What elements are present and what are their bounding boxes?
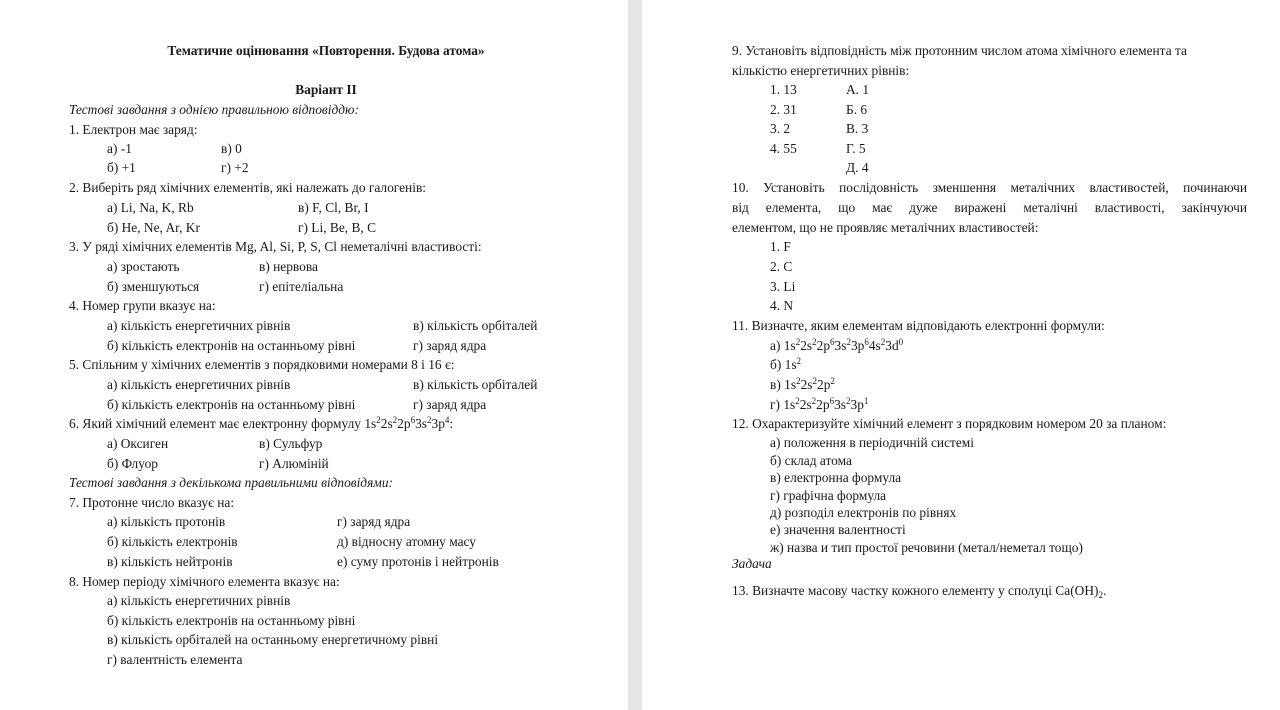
question-7: 7. Протонне число вказує на:: [69, 495, 235, 510]
q10-item: 4. N: [770, 298, 794, 313]
q3-option-a: а) зростають: [107, 259, 180, 274]
q12-item: е) значення валентності: [770, 522, 906, 537]
page-right: [642, 0, 1280, 710]
question-3: 3. У ряді хімічних елементів Mg, Al, Si, P, S, Cl неметалічні властивості:: [69, 239, 482, 254]
q1-option-a: а) -1: [107, 141, 132, 156]
section-heading-multi: Тестові завдання з декількома правильними відповідями:: [69, 475, 394, 490]
q4-option-c: в) кількість орбіталей: [413, 318, 538, 333]
q7-option-d: г) заряд ядра: [337, 514, 411, 529]
question-10-line-2: від елемента, що має дуже виражені металічні властивості, закінчуючи: [732, 200, 1247, 215]
q12-item: ж) назва и тип простої речовини (метал/неметал тощо): [770, 540, 1083, 555]
q5-option-a: а) кількість енергетичних рівнів: [107, 377, 291, 392]
q11-label-b: б): [770, 357, 785, 372]
document-title: Тематичне оцінювання «Повторення. Будова атома»: [167, 43, 485, 58]
q9-right-item: Д. 4: [846, 160, 869, 175]
q9-right-item: В. 3: [846, 121, 869, 136]
q4-option-d: г) заряд ядра: [413, 338, 487, 353]
q11-formula-b: $1s^2$: [784, 356, 802, 372]
q11-option-c: [770, 375, 835, 394]
question-1: 1. Електрон має заряд:: [69, 122, 198, 137]
q9-left-item: 3. 2: [770, 121, 791, 136]
question-12: 12. Охарактеризуйте хімічний елемент з порядковим номером 20 за планом:: [732, 416, 1167, 431]
q4-option-b: б) кількість електронів на останньому рівні: [107, 338, 356, 353]
q2-option-a: а) Li, Na, K, Rb: [107, 200, 194, 215]
q12-item: д) розподіл електронів по рівнях: [770, 505, 957, 520]
question-5: 5. Спільним у хімічних елементів з порядковими номерами 8 і 16 є:: [69, 357, 455, 372]
q5-option-c: в) кількість орбіталей: [413, 377, 538, 392]
q9-right-item: Г. 5: [846, 141, 866, 156]
q11-formula-d: $1s^22s^22p^63s^23p^1$: [783, 396, 869, 412]
q7-option-f: е) суму протонів і нейтронів: [337, 554, 499, 569]
q6-option-b: б) Флуор: [107, 456, 158, 471]
q9-left-item: 2. 31: [770, 102, 797, 117]
question-13: [732, 581, 1106, 600]
question-10-line-1: 10. Установіть послідовність зменшення металічних властивостей, починаючи: [732, 180, 1247, 195]
q6-option-d: г) Алюміній: [259, 456, 329, 471]
q9-right-item: А. 1: [846, 82, 870, 97]
q13-text: 13. Визначте масову частку кожного елементу у сполуці: [732, 583, 1056, 598]
q11-label-a: а): [770, 338, 784, 353]
q6-option-c: в) Сульфур: [259, 436, 323, 451]
task-heading: Задача: [732, 556, 772, 571]
q10-item: 2. C: [770, 259, 793, 274]
q8-option-d: г) валентність елемента: [107, 652, 243, 667]
question-11: 11. Визначте, яким елементам відповідають електронні формули:: [732, 318, 1105, 333]
q9-right-item: Б. 6: [846, 102, 868, 117]
q1-option-d: г) +2: [221, 160, 249, 175]
q8-option-b: б) кількість електронів на останньому рівні: [107, 613, 356, 628]
q7-option-c: в) кількість нейтронів: [107, 554, 233, 569]
q9-left-item: 1. 13: [770, 82, 797, 97]
question-9-line-1: 9. Установіть відповідність між протонним числом атома хімічного елемента та: [732, 43, 1187, 58]
q11-option-d: [770, 395, 868, 414]
page-gutter: [628, 0, 642, 710]
q4-option-a: а) кількість енергетичних рівнів: [107, 318, 291, 333]
q8-option-c: в) кількість орбіталей на останньому енергетичному рівні: [107, 632, 439, 647]
q3-option-c: в) нервова: [259, 259, 318, 274]
question-6: [69, 414, 453, 433]
question-2: 2. Виберіть ряд хімічних елементів, які належать до галогенів:: [69, 180, 426, 195]
q11-option-a: [770, 336, 903, 355]
q13-formula: $Ca(OH)_2$: [1055, 583, 1103, 600]
q6-suffix: :: [449, 416, 454, 431]
q12-item: а) положення в періодичній системі: [770, 435, 974, 450]
q6-option-a: а) Оксиген: [107, 436, 169, 451]
q7-option-b: б) кількість електронів: [107, 534, 238, 549]
q11-formula-c: $1s^22s^22p^2$: [784, 376, 835, 392]
q3-option-b: б) зменшуються: [107, 279, 200, 294]
q2-option-b: б) He, Ne, Ar, Kr: [107, 220, 200, 235]
q13-suffix: .: [1102, 583, 1107, 598]
q6-text: 6. Який хімічний елемент має електронну формулу: [69, 416, 365, 431]
q12-item: г) графічна формула: [770, 488, 887, 503]
q11-option-b: [770, 355, 801, 374]
q6-formula: $1s^22s^22p^63s^23p^4$: [364, 415, 450, 431]
q1-option-b: б) +1: [107, 160, 136, 175]
section-heading-single: Тестові завдання з однією правильною відповіддю:: [69, 102, 359, 117]
q3-option-d: г) епітеліальна: [259, 279, 344, 294]
q11-label-c: в): [770, 377, 785, 392]
q5-option-d: г) заряд ядра: [413, 397, 487, 412]
question-8: 8. Номер періоду хімічного елемента вказує на:: [69, 574, 340, 589]
q1-option-c: в) 0: [221, 141, 242, 156]
variant-heading: Варіант ІІ: [295, 82, 357, 97]
question-10-line-3: елементом, що не проявляє металічних властивостей:: [732, 220, 1039, 235]
q2-option-d: г) Li, Be, B, C: [298, 220, 377, 235]
q12-item: в) електронна формула: [770, 470, 902, 485]
q7-option-a: а) кількість протонів: [107, 514, 226, 529]
q8-option-a: а) кількість енергетичних рівнів: [107, 593, 291, 608]
q7-option-e: д) відносну атомну масу: [337, 534, 477, 549]
q10-item: 3. Li: [770, 279, 796, 294]
q9-left-item: 4. 55: [770, 141, 797, 156]
q11-formula-a: $1s^22s^22p^63s^23p^64s^23d^0$: [783, 337, 904, 353]
question-4: 4. Номер групи вказує на:: [69, 298, 216, 313]
q2-option-c: в) F, Cl, Br, I: [298, 200, 369, 215]
q12-item: б) склад атома: [770, 453, 852, 468]
q11-label-d: г): [770, 397, 784, 412]
q5-option-b: б) кількість електронів на останньому рівні: [107, 397, 356, 412]
q10-item: 1. F: [770, 239, 791, 254]
question-9-line-2: кількістю енергетичних рівнів:: [732, 63, 910, 78]
